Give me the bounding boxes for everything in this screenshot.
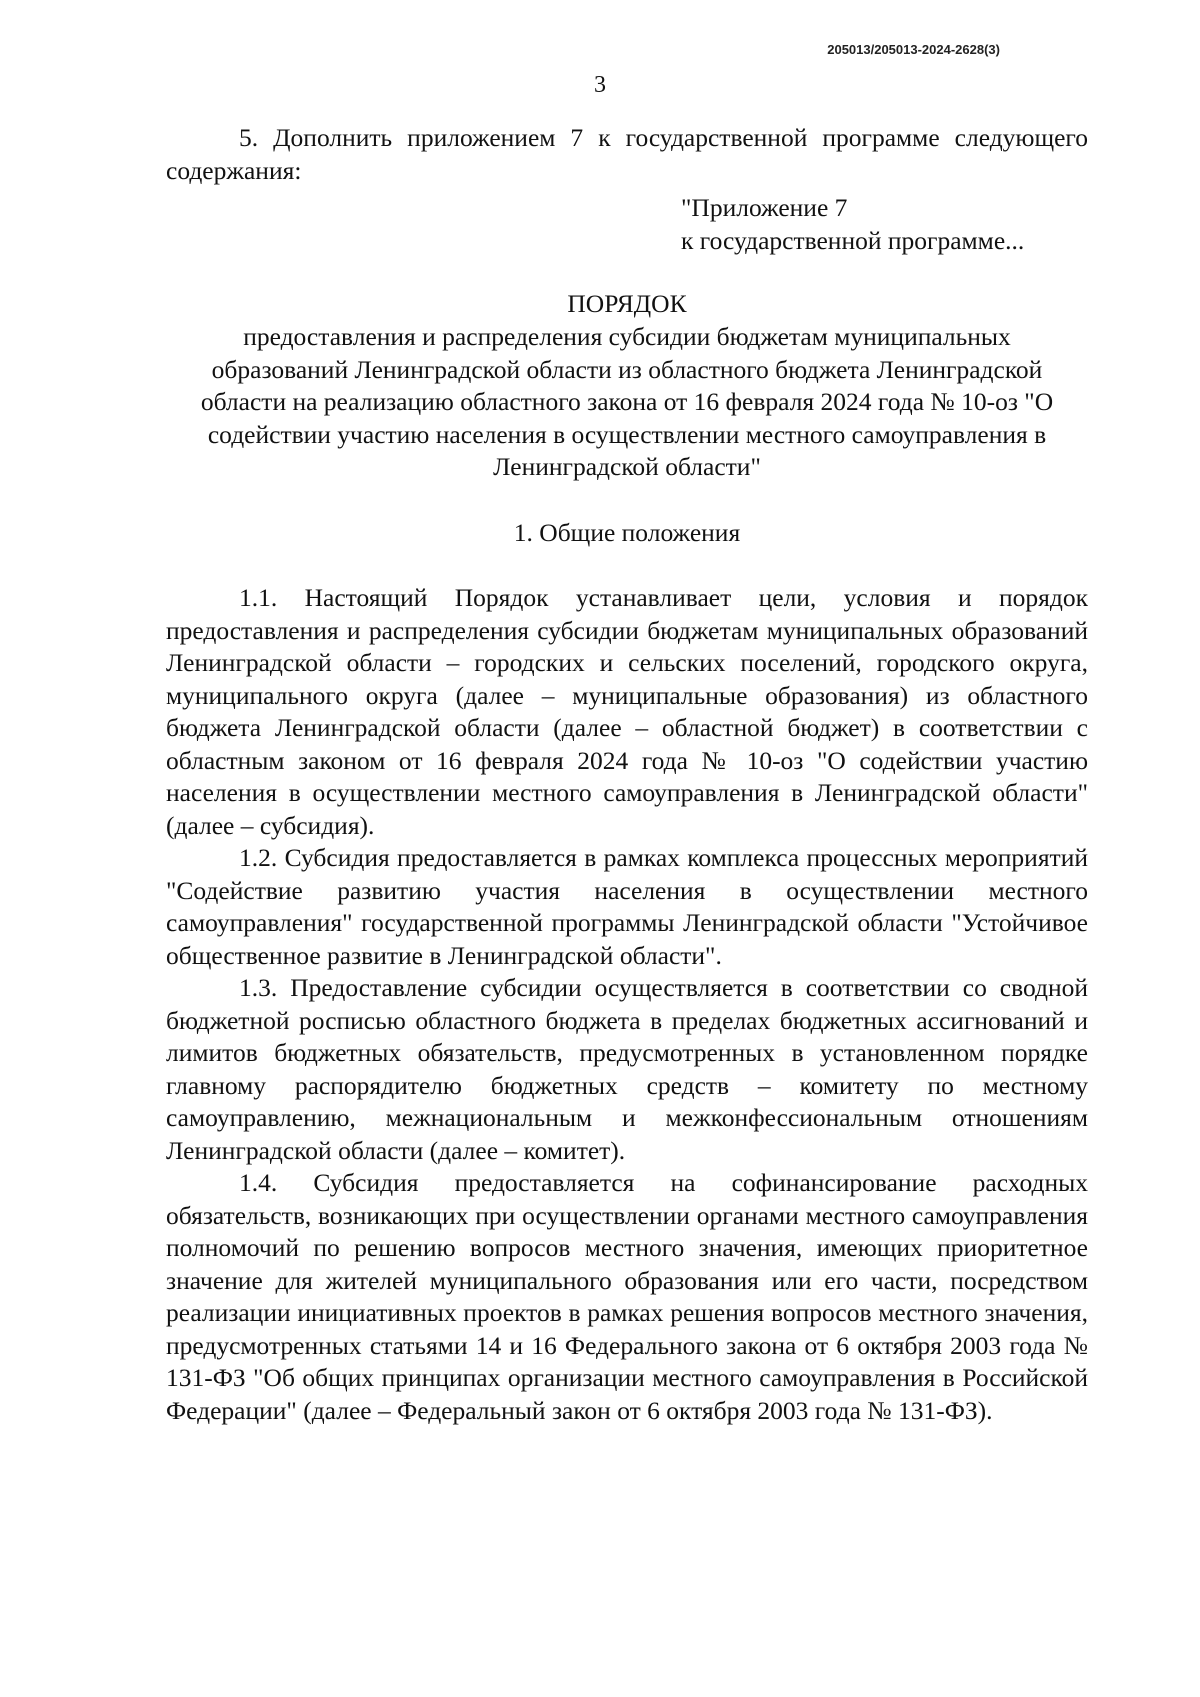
paragraph-1-1: 1.1. Настоящий Порядок устанавливает цели, условия и порядок предоставления и распределения субсидии бюджетам муниципальных образований Ленинградской области – городских и сельских поселений, городского округа, муниципального округа (далее – муниципальные образования) из областного бюджета Ленинградской области (далее – областной бюджет) в соответствии с областным законом от 16 февраля 2024 года № 10-оз "О содействии участию населения в осуществлении местного самоуправления в Ленинградской области" (далее – субсидия). <box>166 583 1088 840</box>
appendix-reference <box>166 191 1088 257</box>
section-heading-general-provisions: 1. Общие положения <box>513 517 741 547</box>
document-registration-number: 205013/205013-2024-2628(3) <box>827 42 1000 57</box>
appendix-target: к государственной программе... <box>681 226 1025 255</box>
paragraph-1-2: 1.2. Субсидия предоставляется в рамках комплекса процессных мероприятий "Содействие развитию участия населения в осуществлении местного самоуправления" государственной программы Ленинградской области "Устойчивое общественное развитие в Ленинградской области". <box>166 843 1088 970</box>
amendment-item-5: 5. Дополнить приложением 7 к государственной программе следующего содержания: <box>166 123 1088 185</box>
page-number: 3 <box>594 72 606 98</box>
appendix-label: "Приложение 7 <box>681 193 848 222</box>
paragraph-1-3: 1.3. Предоставление субсидии осуществляется в соответствии со сводной бюджетной росписью областного бюджета в пределах бюджетных ассигнований и лимитов бюджетных обязательств, предусмотренных в установленном порядке главному распорядителю бюджетных средств – комитету по местному самоуправлению, межнациональным и межконфессиональным отношениям Ленинградской области (далее – комитет). <box>166 973 1088 1165</box>
paragraph-1-4: 1.4. Субсидия предоставляется на софинансирование расходных обязательств, возникающих при осуществлении органами местного самоуправления полномочий по решению вопросов местного значения, имеющих приоритетное значение для жителей муниципального образования или его части, посредством реализации инициативных проектов в рамках решения вопросов местного значения, предусмотренных статьями 14 и 16 Федерального закона от 6 октября 2003 года № 131-ФЗ "Об общих принципах организации местного самоуправления в Российской Федерации" (далее – Федеральный закон от 6 октября 2003 года № 131-ФЗ). <box>166 1168 1088 1425</box>
document-title: ПОРЯДОК <box>567 289 687 318</box>
document-body <box>166 122 1088 1427</box>
document-subtitle: предоставления и распределения субсидии бюджетам муниципальных образований Ленинградской области из областного бюджета Ленинградской области на реализацию областного закона от 16 февраля 2024 года № 10-оз "О содействии участию населения в осуществлении местного самоуправления в Ленинградской области" <box>200 322 1054 481</box>
